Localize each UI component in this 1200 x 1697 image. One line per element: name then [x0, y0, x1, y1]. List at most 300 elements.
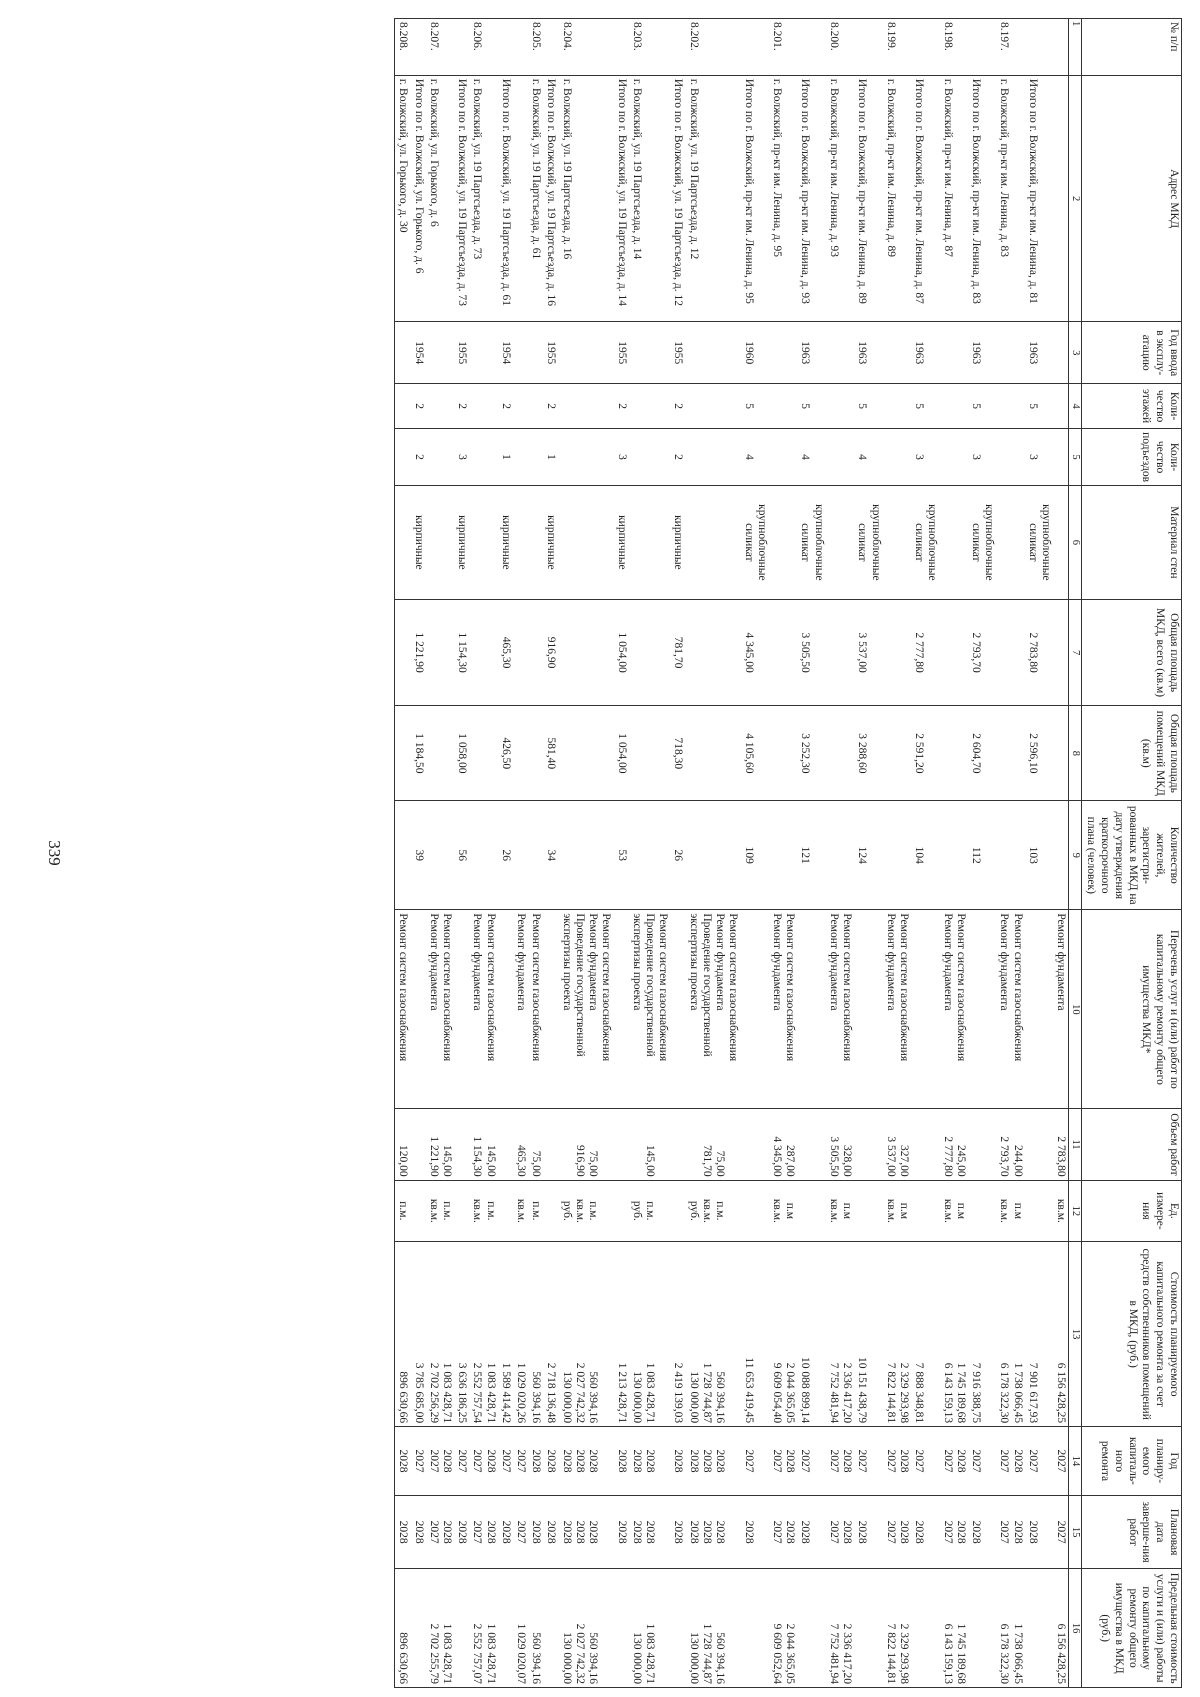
residents-cell: [528, 801, 543, 910]
planned-cost-cell: [629, 1242, 671, 1427]
completion-date-line: 2028: [742, 1520, 755, 1544]
premises-area-cell: [426, 706, 454, 801]
total-area-cell: [469, 599, 497, 706]
unit-cell: [543, 1180, 558, 1242]
work-volume-line: 2 783,80: [1055, 1136, 1068, 1177]
cost-limit-line: 896 630,66: [397, 1632, 410, 1684]
work-type-line: Проведение государственной экспертизы проекта: [630, 913, 657, 1057]
work-volume-cell: [685, 1109, 740, 1180]
total-area-cell: [939, 599, 967, 706]
address-cell: Итого по г. Волжский, пр-кт им. Ленина, д. 83: [968, 75, 996, 322]
floors-cell: [685, 384, 740, 429]
cost-limit-line: 1 745 189,68: [954, 1623, 967, 1684]
address-cell: Итого по г. Волжский, ул. 19 Партсъезда, д. 12: [670, 75, 685, 322]
table-row: [769, 19, 797, 1688]
unit-line: кв.м.: [515, 1198, 528, 1223]
unit-cell: [797, 1180, 825, 1242]
row-number: 8.207.: [426, 19, 454, 76]
cost-limit-line: 2 329 293,98: [897, 1623, 910, 1684]
planned-year-cell: [670, 1427, 685, 1496]
work-volume-cell: [613, 1109, 628, 1180]
work-type-line: Проведение государственной экспертизы проекта: [687, 913, 713, 1057]
cost-limit-line: 9 609 052,64: [770, 1623, 783, 1684]
residents-cell: [395, 801, 411, 910]
floors-cell: 2: [613, 384, 628, 429]
table-row: [911, 19, 939, 1688]
planned-year-cell: [1053, 1427, 1069, 1496]
entrances-cell: [558, 429, 613, 486]
planned-year-line: 2028: [587, 1449, 600, 1473]
completion-date-line: 2028: [456, 1520, 469, 1544]
unit-cell: [558, 1180, 613, 1242]
unit-line: кв.м.: [998, 1198, 1011, 1223]
planned-cost-line: 130 000,00: [630, 1371, 643, 1424]
completion-date-cell: [685, 1495, 740, 1568]
work-volume-line: 916,90: [573, 1144, 586, 1177]
planned-year-line: 2028: [1011, 1449, 1024, 1473]
cost-limit-cell: [968, 1569, 996, 1688]
table-row: [513, 19, 528, 1688]
planned-cost-line: 2 419 139,03: [672, 1362, 685, 1424]
wall-material-cell: кирпичные: [543, 485, 558, 599]
premises-area-cell: [629, 706, 671, 801]
planned-year-cell: [854, 1427, 882, 1496]
table-row: [939, 19, 967, 1688]
cost-limit-line: 1 083 428,71: [484, 1623, 497, 1684]
commission-year-cell: 1955: [454, 322, 469, 384]
commission-year-cell: 1963: [797, 322, 825, 384]
planned-cost-line: 560 394,16: [587, 1371, 600, 1424]
completion-date-line: 2028: [672, 1520, 685, 1544]
entrances-cell: [996, 429, 1024, 486]
planned-cost-line: 1 728 744,87: [700, 1362, 713, 1424]
table-row: [613, 19, 628, 1688]
premises-area-cell: [769, 706, 797, 801]
work-volume-line: 328,00: [841, 1144, 854, 1177]
residents-cell: [996, 801, 1024, 910]
planned-cost-line: 7 888 348,81: [913, 1362, 926, 1424]
work-type-cell: [740, 910, 768, 1109]
work-type-cell: [670, 910, 685, 1109]
col-number: 12: [1069, 1180, 1082, 1242]
col-number: 14: [1069, 1427, 1082, 1496]
wall-material-cell: кирпичные: [454, 485, 469, 599]
work-volume-line: 327,00: [897, 1144, 910, 1177]
cost-limit-cell: [543, 1569, 558, 1688]
unit-line: п.м: [1011, 1202, 1024, 1220]
wall-material-cell: крупноблочные силикат: [911, 485, 939, 599]
unit-cell: [498, 1180, 513, 1242]
completion-date-line: 2028: [644, 1520, 657, 1544]
cost-limit-line: 7 752 481,94: [827, 1623, 840, 1684]
cost-limit-cell: [528, 1569, 543, 1688]
col-number: 9: [1069, 801, 1082, 910]
total-area-cell: [883, 599, 911, 706]
planned-year-cell: [513, 1427, 528, 1496]
cost-limit-line: 130 000,00: [630, 1632, 643, 1684]
planned-year-cell: [395, 1427, 411, 1496]
unit-line: п.м: [784, 1202, 797, 1220]
unit-line: п.м: [841, 1202, 854, 1220]
table-row: [498, 19, 513, 1688]
floors-cell: 5: [854, 384, 882, 429]
work-volume-line: [686, 1112, 699, 1176]
entrances-cell: 1: [543, 429, 558, 486]
residents-cell: [558, 801, 613, 910]
planned-year-cell: [797, 1427, 825, 1496]
cost-limit-cell: [854, 1569, 882, 1688]
planned-year-line: 2028: [784, 1449, 797, 1473]
cost-limit-cell: [613, 1569, 628, 1688]
row-number: [911, 19, 939, 76]
residents-cell: 121: [797, 801, 825, 910]
work-type-cell: [854, 910, 882, 1109]
residents-cell: [1053, 801, 1069, 910]
cost-limit-line: 2 044 365,05: [784, 1623, 797, 1684]
work-volume-cell: [454, 1109, 469, 1180]
planned-year-cell: [629, 1427, 671, 1496]
cost-limit-cell: [469, 1569, 497, 1688]
planned-year-line: 2028: [440, 1449, 453, 1473]
address-cell: г. Волжский, пр-кт им. Ленина, д. 95: [769, 75, 797, 322]
total-area-cell: [528, 599, 543, 706]
planned-year-line: 2028: [644, 1449, 657, 1473]
col-header: Коли-чество подъездов: [1082, 429, 1182, 486]
commission-year-cell: [883, 322, 911, 384]
entrances-cell: [939, 429, 967, 486]
address-cell: г. Волжский, пр-кт им. Ленина, д. 93: [826, 75, 854, 322]
unit-cell: [613, 1180, 628, 1242]
planned-cost-cell: [968, 1242, 996, 1427]
planned-cost-line: 560 394,16: [714, 1371, 727, 1424]
work-volume-cell: [1025, 1109, 1053, 1180]
completion-date-line: 2028: [499, 1520, 512, 1544]
work-volume-line: 75,00: [587, 1150, 600, 1177]
cost-limit-cell: [558, 1569, 613, 1688]
column-number-row: [1069, 19, 1082, 1688]
cost-limit-cell: [740, 1569, 768, 1688]
work-volume-cell: [513, 1109, 528, 1180]
residents-cell: 104: [911, 801, 939, 910]
work-volume-cell: [797, 1109, 825, 1180]
table-row: [826, 19, 854, 1688]
entrances-cell: [826, 429, 854, 486]
col-number: 3: [1069, 322, 1082, 384]
entrances-cell: [629, 429, 671, 486]
premises-area-cell: 718,30: [670, 706, 685, 801]
cost-limit-cell: [629, 1569, 671, 1688]
residents-cell: [513, 801, 528, 910]
planned-cost-line: 560 394,16: [530, 1371, 543, 1424]
work-volume-cell: [498, 1109, 513, 1180]
work-type-line: Ремонт систем газоснабжения: [897, 913, 910, 1062]
table-row: [740, 19, 768, 1688]
completion-date-line: 2028: [630, 1520, 643, 1544]
cost-limit-cell: [395, 1569, 411, 1688]
residents-cell: [769, 801, 797, 910]
commission-year-cell: 1954: [498, 322, 513, 384]
total-area-cell: 1 221,90: [410, 599, 425, 706]
work-type-cell: [769, 910, 797, 1109]
entrances-cell: [883, 429, 911, 486]
wall-material-cell: крупноблочные силикат: [740, 485, 768, 599]
completion-date-line: 2028: [913, 1520, 926, 1544]
work-type-cell: [395, 910, 411, 1109]
work-type-cell: [513, 910, 528, 1109]
unit-cell: [629, 1180, 671, 1242]
commission-year-cell: [826, 322, 854, 384]
residents-cell: 109: [740, 801, 768, 910]
planned-cost-cell: [613, 1242, 628, 1427]
planned-year-cell: [1025, 1427, 1053, 1496]
premises-area-cell: 581,40: [543, 706, 558, 801]
work-volume-line: 145,00: [484, 1144, 497, 1177]
premises-area-cell: [939, 706, 967, 801]
table-row: [543, 19, 558, 1688]
planned-cost-line: 7 916 388,75: [970, 1362, 983, 1424]
work-volume-line: 287,00: [784, 1144, 797, 1177]
wall-material-cell: [883, 485, 911, 599]
commission-year-cell: [939, 322, 967, 384]
floors-cell: 5: [740, 384, 768, 429]
planned-year-cell: [996, 1427, 1024, 1496]
residents-cell: [685, 801, 740, 910]
work-volume-line: 2 793,70: [998, 1136, 1011, 1177]
planned-year-line: 2027: [913, 1449, 926, 1473]
cost-limit-cell: [939, 1569, 967, 1688]
row-number: [454, 19, 469, 76]
floors-cell: [1053, 384, 1069, 429]
completion-date-cell: [426, 1495, 454, 1568]
planned-cost-line: 9 609 054,40: [770, 1362, 783, 1424]
table-row: [883, 19, 911, 1688]
planned-year-line: 2027: [827, 1449, 840, 1473]
table-row: [670, 19, 685, 1688]
total-area-cell: 4 345,00: [740, 599, 768, 706]
commission-year-cell: 1955: [613, 322, 628, 384]
total-area-cell: [513, 599, 528, 706]
row-number: 8.200.: [826, 19, 854, 76]
col-header: Адрес МКД: [1082, 75, 1182, 322]
completion-date-line: 2027: [827, 1520, 840, 1544]
cost-limit-line: 130 000,00: [687, 1632, 700, 1684]
planned-year-line: 2027: [970, 1449, 983, 1473]
work-type-cell: [1053, 910, 1069, 1109]
planned-cost-line: 2 044 365,05: [784, 1362, 797, 1424]
completion-date-cell: [543, 1495, 558, 1568]
completion-date-cell: [410, 1495, 425, 1568]
planned-year-cell: [740, 1427, 768, 1496]
wall-material-cell: [1053, 485, 1069, 599]
floors-cell: 5: [911, 384, 939, 429]
entrances-cell: [426, 429, 454, 486]
planned-year-line: 2028: [615, 1449, 628, 1473]
work-type-cell: [883, 910, 911, 1109]
wall-material-cell: [395, 485, 411, 599]
row-number: [797, 19, 825, 76]
planned-cost-line: 3 636 186,25: [456, 1362, 469, 1424]
wall-material-cell: [629, 485, 671, 599]
row-number: 8.201.: [769, 19, 797, 76]
completion-date-line: 2027: [884, 1520, 897, 1544]
total-area-cell: 2 793,70: [968, 599, 996, 706]
planned-year-line: 2027: [998, 1449, 1011, 1473]
planned-cost-line: 1 589 414,42: [499, 1362, 512, 1424]
row-number: 8.204.: [558, 19, 613, 76]
planned-year-line: 2028: [954, 1449, 967, 1473]
planned-year-line: 2028: [545, 1449, 558, 1473]
work-type-cell: [528, 910, 543, 1109]
table-body: [395, 19, 1069, 1688]
completion-date-line: 2028: [397, 1520, 410, 1544]
residents-cell: 124: [854, 801, 882, 910]
planned-cost-line: 2 702 256,29: [427, 1362, 440, 1424]
floors-cell: [996, 384, 1024, 429]
planned-cost-cell: [883, 1242, 911, 1427]
col-header: Стоимость планируемого капитального ремонта за счет средств собственников помещений в МКД, (руб.): [1082, 1242, 1182, 1427]
work-volume-line: 781,70: [700, 1144, 713, 1177]
residents-cell: [883, 801, 911, 910]
row-number: 8.203.: [629, 19, 671, 76]
entrances-cell: 3: [1025, 429, 1053, 486]
completion-date-line: 2028: [841, 1520, 854, 1544]
planned-cost-line: 2 329 293,98: [897, 1362, 910, 1424]
work-volume-line: 2 777,80: [941, 1136, 954, 1177]
premises-area-cell: 4 105,60: [740, 706, 768, 801]
work-volume-cell: [543, 1109, 558, 1180]
work-type-line: Ремонт фундамента: [941, 913, 954, 1011]
col-number: 7: [1069, 599, 1082, 706]
unit-line: кв.м.: [884, 1198, 897, 1223]
work-type-cell: [426, 910, 454, 1109]
completion-date-line: 2028: [484, 1520, 497, 1544]
unit-line: п.м.: [440, 1201, 453, 1221]
address-cell: Итого по г. Волжский, ул. Горького, д. 6: [410, 75, 425, 322]
planned-cost-cell: [498, 1242, 513, 1427]
completion-date-line: 2028: [587, 1520, 600, 1544]
planned-year-line: 2028: [573, 1449, 586, 1473]
unit-cell: [469, 1180, 497, 1242]
completion-date-line: 2028: [856, 1520, 869, 1544]
cost-limit-cell: [670, 1569, 685, 1688]
floors-cell: 2: [454, 384, 469, 429]
cost-limit-cell: [1053, 1569, 1069, 1688]
premises-area-cell: [685, 706, 740, 801]
residents-cell: 26: [498, 801, 513, 910]
planned-year-line: 2028: [714, 1449, 727, 1473]
col-number: 6: [1069, 485, 1082, 599]
table-row: [426, 19, 454, 1688]
completion-date-line: 2028: [530, 1520, 543, 1544]
commission-year-cell: [558, 322, 613, 384]
unit-line: кв.м.: [941, 1198, 954, 1223]
table-row: [395, 19, 411, 1688]
col-header: Объем работ: [1082, 1109, 1182, 1180]
completion-date-line: 2028: [784, 1520, 797, 1544]
planned-cost-line: 1 745 189,68: [954, 1362, 967, 1424]
residents-cell: 112: [968, 801, 996, 910]
unit-line: кв.м.: [427, 1198, 440, 1223]
unit-cell: [410, 1180, 425, 1242]
work-type-line: Ремонт систем газоснабжения: [1011, 913, 1024, 1062]
planned-year-cell: [968, 1427, 996, 1496]
work-type-cell: [939, 910, 967, 1109]
entrances-cell: [513, 429, 528, 486]
cost-limit-line: 1 738 066,45: [1011, 1623, 1024, 1684]
completion-date-line: 2028: [545, 1520, 558, 1544]
work-volume-cell: [996, 1109, 1024, 1180]
row-number: [613, 19, 628, 76]
total-area-cell: [426, 599, 454, 706]
planned-cost-line: 10 151 438,79: [856, 1356, 869, 1424]
work-type-line: Ремонт систем газоснабжения: [440, 913, 453, 1062]
work-type-line: Ремонт фундамента: [515, 913, 528, 1011]
planned-year-cell: [826, 1427, 854, 1496]
table-row: [996, 19, 1024, 1688]
completion-date-line: 2028: [954, 1520, 967, 1544]
premises-area-cell: [513, 706, 528, 801]
planned-year-line: 2027: [427, 1449, 440, 1473]
planned-year-line: 2028: [841, 1449, 854, 1473]
unit-line: п.м.: [530, 1201, 543, 1221]
cost-limit-cell: [685, 1569, 740, 1688]
cost-limit-line: 7 822 144,81: [884, 1623, 897, 1684]
col-header: Предельная стоимость услуги и (или) работы по капитальному ремонту общего имущества в МКД (руб.): [1082, 1569, 1182, 1688]
completion-date-cell: [854, 1495, 882, 1568]
total-area-cell: [558, 599, 613, 706]
row-number: [968, 19, 996, 76]
cost-limit-line: 2 027 742,32: [573, 1623, 586, 1684]
unit-line: п.м: [954, 1202, 967, 1220]
work-volume-line: 1 154,30: [471, 1136, 484, 1177]
completion-date-cell: [454, 1495, 469, 1568]
premises-area-cell: 3 252,30: [797, 706, 825, 801]
work-type-line: Ремонт систем газоснабжения: [841, 913, 854, 1062]
table-row: [454, 19, 469, 1688]
row-number: 8.198.: [939, 19, 967, 76]
planned-cost-cell: [797, 1242, 825, 1427]
premises-area-cell: [826, 706, 854, 801]
work-type-cell: [454, 910, 469, 1109]
planned-cost-line: 7 752 481,94: [827, 1362, 840, 1424]
premises-area-cell: 1 054,00: [613, 706, 628, 801]
total-area-cell: 2 777,80: [911, 599, 939, 706]
planned-cost-cell: [685, 1242, 740, 1427]
total-area-cell: [996, 599, 1024, 706]
floors-cell: 2: [543, 384, 558, 429]
completion-date-line: 2028: [687, 1520, 700, 1544]
page-number: 339: [45, 840, 64, 866]
address-cell: Итого по г. Волжский, пр-кт им. Ленина, д. 81: [1025, 75, 1053, 322]
entrances-cell: 3: [454, 429, 469, 486]
total-area-cell: 2 783,80: [1025, 599, 1053, 706]
completion-date-cell: [613, 1495, 628, 1568]
unit-cell: [740, 1180, 768, 1242]
col-number: 16: [1069, 1569, 1082, 1688]
planned-year-line: 2028: [897, 1449, 910, 1473]
col-header: Общая площадь помещений МКД (кв.м): [1082, 706, 1182, 801]
planned-year-cell: [769, 1427, 797, 1496]
work-type-line: Ремонт систем газоснабжения: [484, 913, 497, 1062]
completion-date-cell: [769, 1495, 797, 1568]
work-type-line: Ремонт систем газоснабжения: [600, 913, 613, 1062]
row-number: [513, 19, 528, 76]
unit-line: п.м: [897, 1202, 910, 1220]
completion-date-cell: [498, 1495, 513, 1568]
planned-year-cell: [685, 1427, 740, 1496]
table-row: [685, 19, 740, 1688]
unit-line: п.м.: [587, 1201, 600, 1221]
